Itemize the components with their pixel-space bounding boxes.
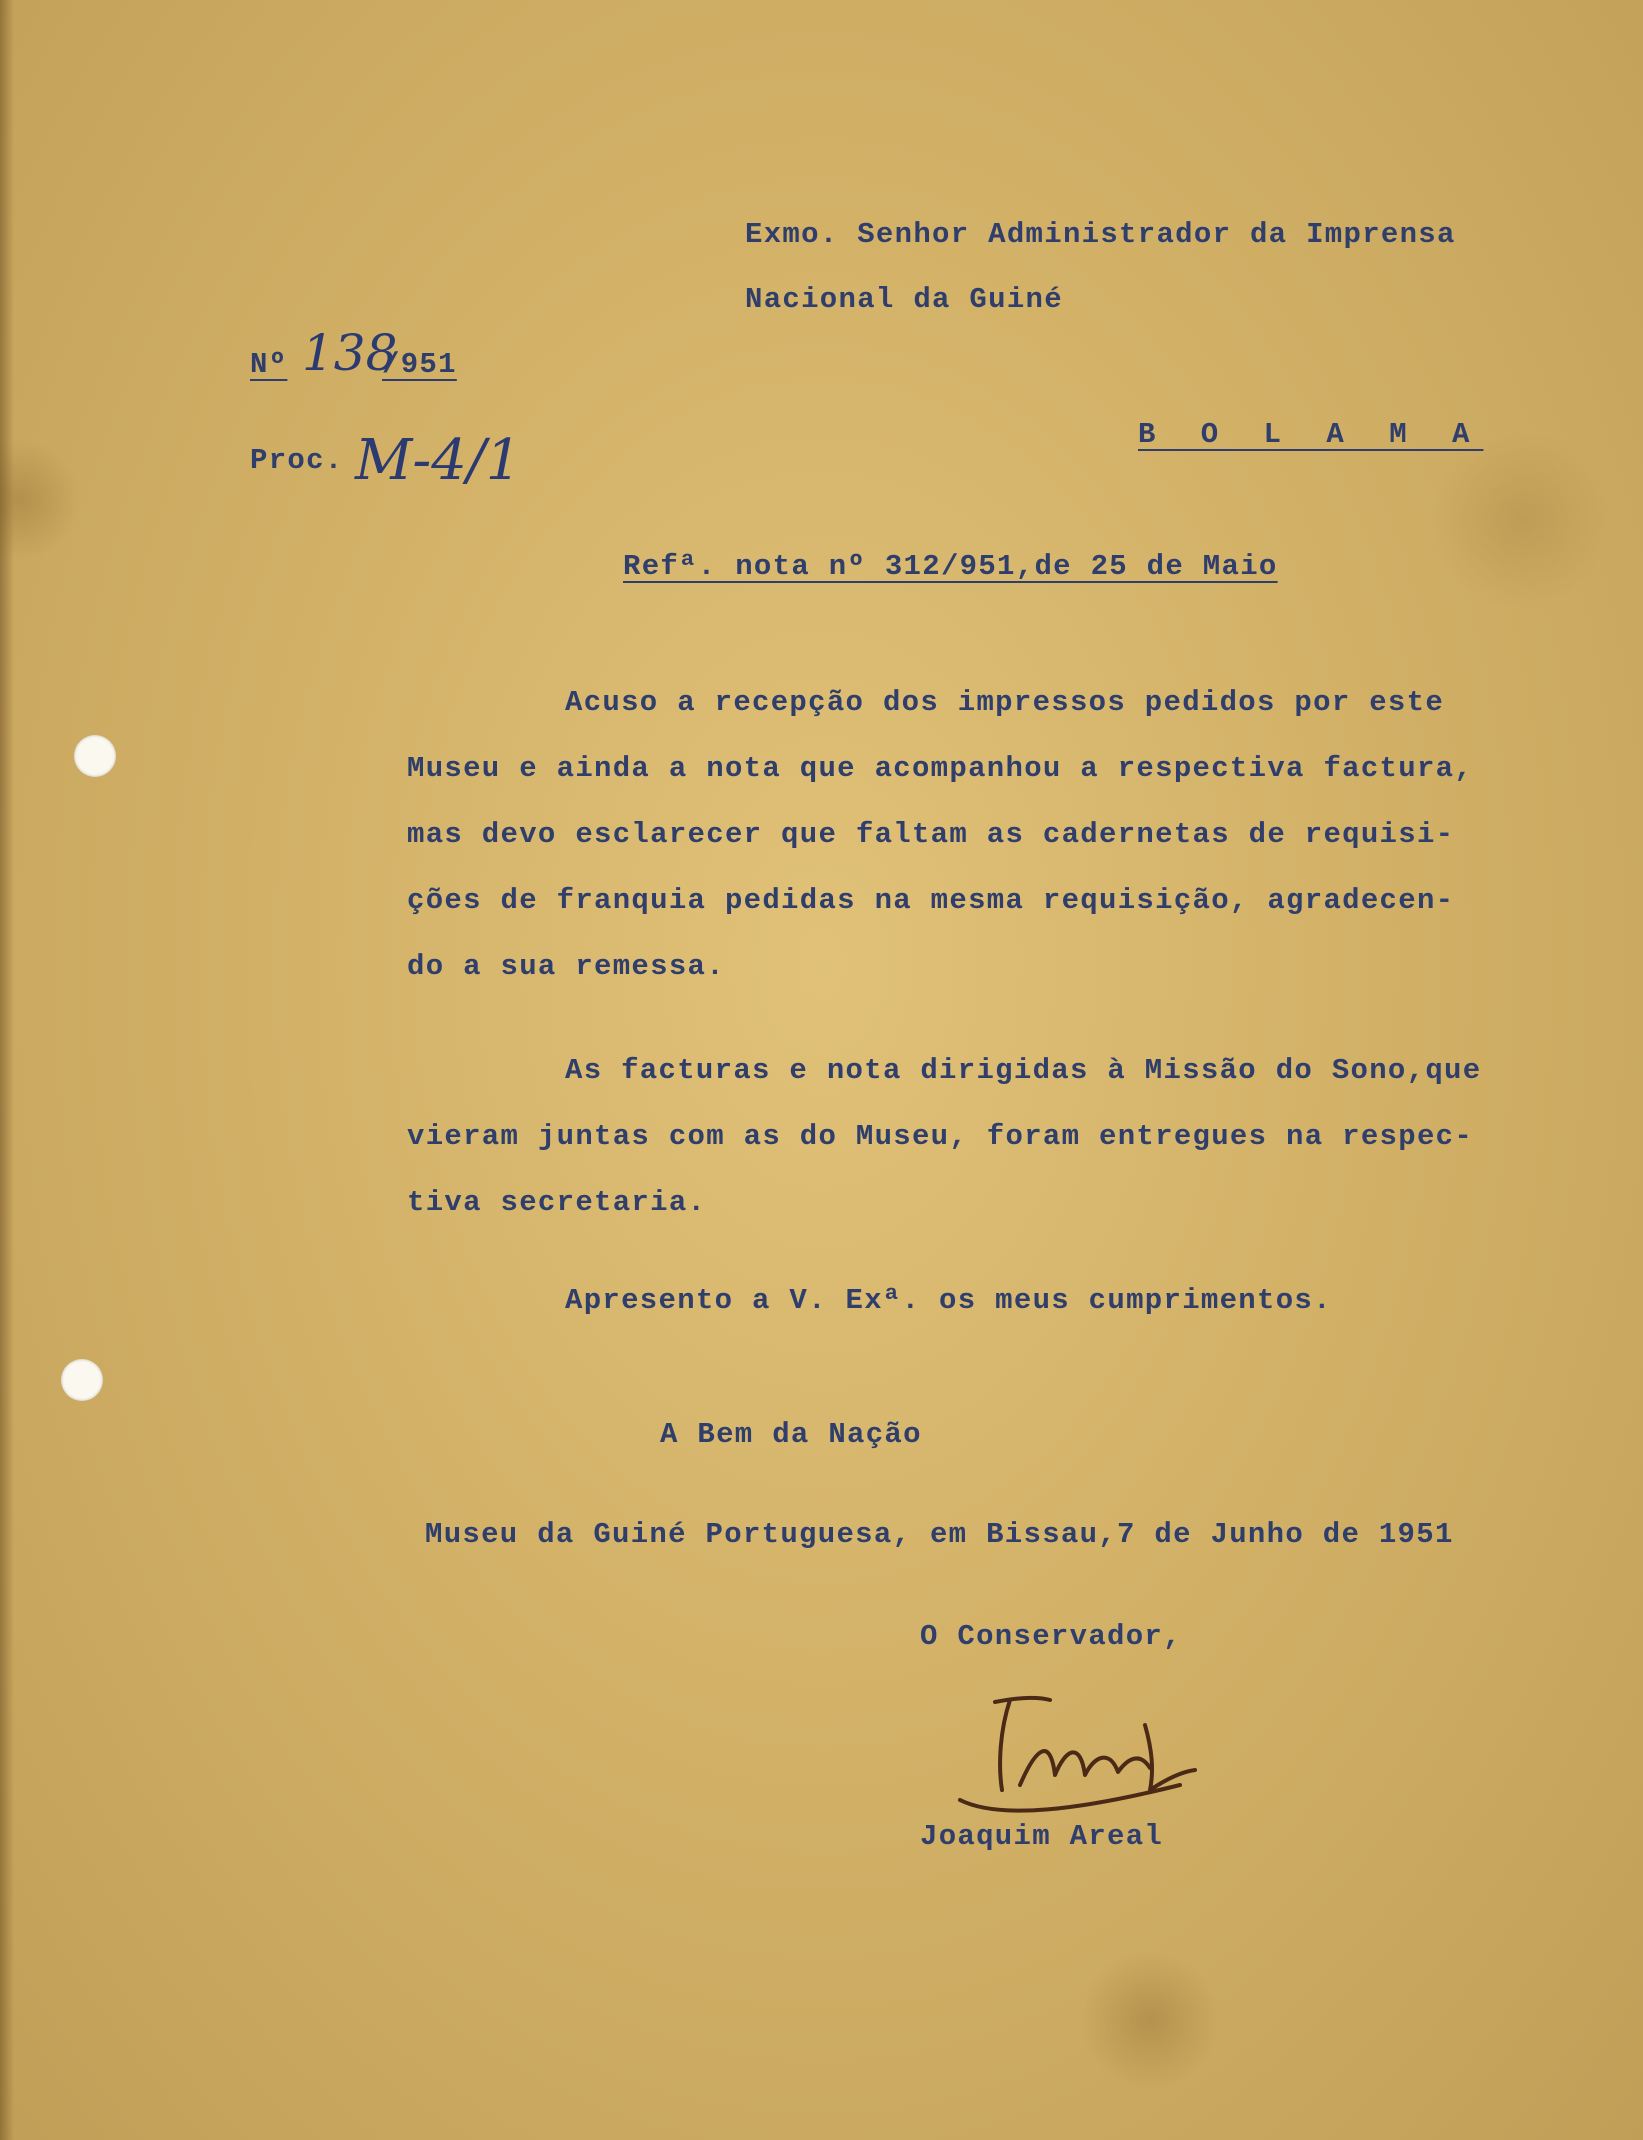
addressee-city: B O L A M A [1138,418,1484,451]
number-handwritten: 138 [302,324,398,382]
body-line: As facturas e nota dirigidas à Missão do Sono,que [565,1054,1482,1087]
proc-handwritten: M-4/1 [355,428,522,493]
paper-edge-shadow [0,0,14,2140]
subject-line: Refª. nota nº 312/951,de 25 de Maio [623,550,1278,583]
place-and-date: Museu da Guiné Portuguesa, em Bissau,7 de Junho de 1951 [425,1518,1454,1551]
closing-motto: A Bem da Nação [660,1418,922,1451]
number-year: /951 [382,348,457,381]
body-line: Museu e ainda a nota que acompanhou a respectiva factura, [407,752,1474,785]
punch-hole-top [74,735,116,777]
body-line: Acuso a recepção dos impressos pedidos por este [565,686,1445,719]
body-line: vieram juntas com as do Museu, foram entregues na respec- [407,1120,1474,1153]
body-line: tiva secretaria. [407,1186,707,1219]
greeting-line: Apresento a V. Exª. os meus cumprimentos. [565,1284,1332,1317]
signatory-role: O Conservador, [920,1620,1182,1653]
addressee-line-2: Nacional da Guiné [745,283,1063,316]
punch-hole-bottom [61,1359,103,1401]
body-line: ções de franquia pedidas na mesma requisição, agradecen- [407,884,1455,917]
number-prefix: Nº [250,348,288,381]
signatory-name: Joaquim Areal [920,1820,1164,1853]
proc-label: Proc. [250,444,344,477]
signature [940,1680,1210,1830]
body-line: mas devo esclarecer que faltam as cadernetas de requisi- [407,818,1455,851]
body-line: do a sua remessa. [407,950,725,983]
addressee-line-1: Exmo. Senhor Administrador da Imprensa [745,218,1456,251]
